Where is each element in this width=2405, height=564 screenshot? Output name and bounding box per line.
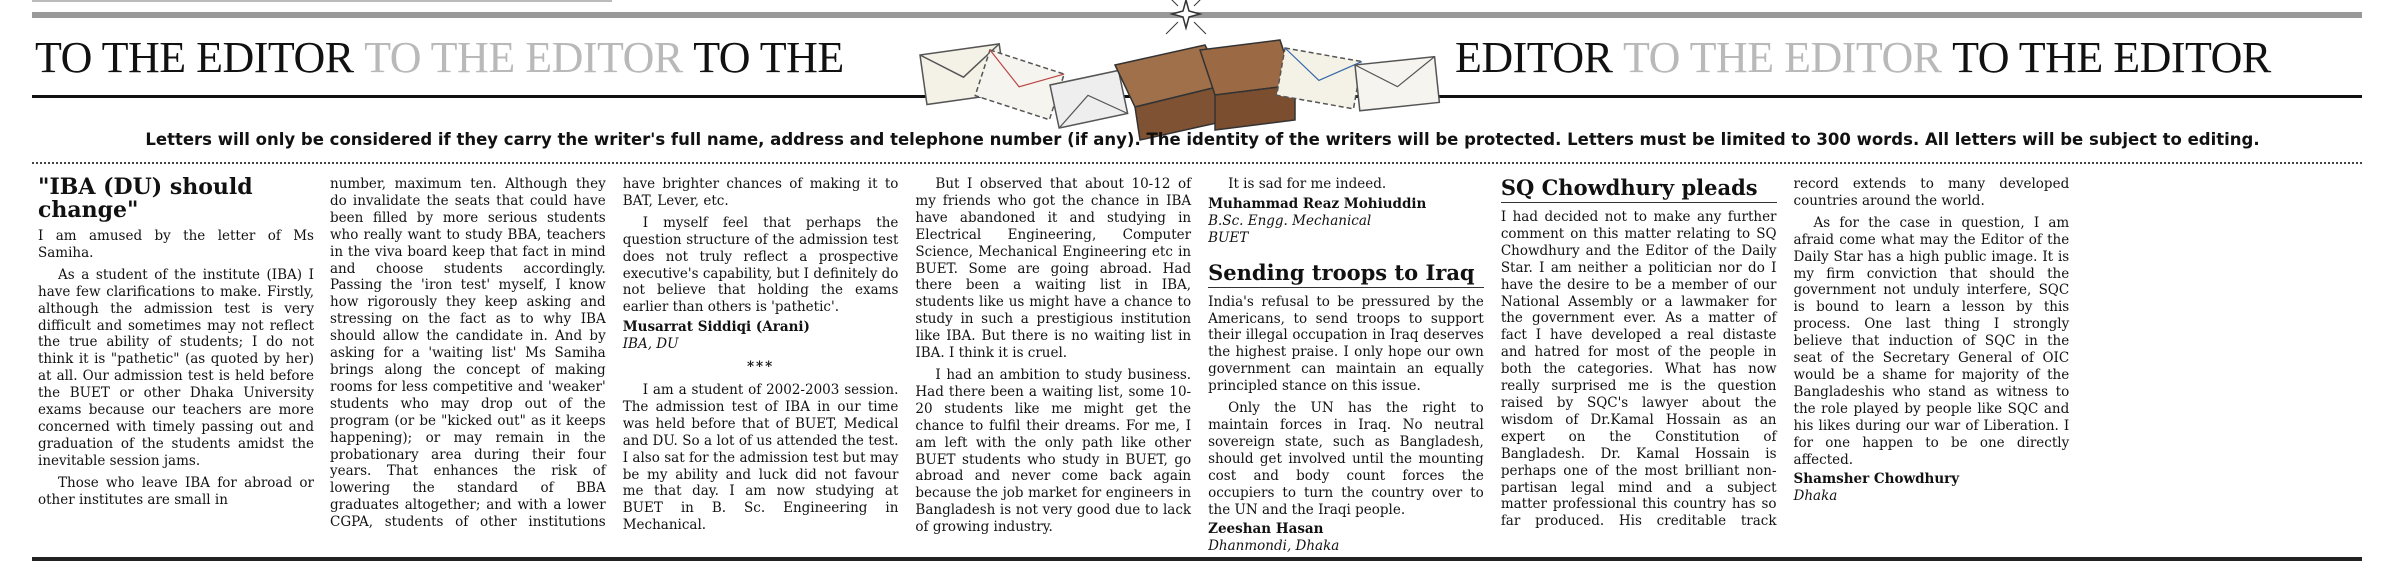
letter-paragraph: It is sad for me indeed. bbox=[1228, 176, 1387, 192]
letter-affiliation: Dhaka bbox=[1793, 488, 1838, 505]
mail-illustration bbox=[900, 0, 1470, 150]
section-separator: *** bbox=[746, 359, 775, 376]
letter-paragraph: As for the case in question, I am afraid come what may the Editor of the Daily Star has a high public image. It is my firm conviction that should the government not unduly interfere, SQC is bound to learn a lesson by this process. One last thing I strongly believe that induction of SQC in the seat of the Secretary General of OIC would be a shame for majority of the Bangladeshis who stand as witness to the role played by people like SQC and his likes during our war of Liberation. I for one happen to be one directly affected. bbox=[1793, 214, 2070, 468]
letter-paragraph: India's refusal to be pressured by the Americans, to send troops to support their illegal occupation in Iraq deserves the highest praise. I only hope our own government can maintain an equally principled stance on this issue. bbox=[1208, 293, 1484, 395]
letter-paragraph: Those who leave IBA for abroad or other institutes are small in bbox=[38, 474, 314, 508]
banner-text-faded: TO THE EDITOR bbox=[364, 32, 683, 82]
submission-notice: Letters will only be considered if they carry the writer's full name, address and telephone number (if any). The identity of the writers will be protected. Letters must be limited to 300 words. All letters will be subject to editing. bbox=[145, 130, 2260, 149]
letter-headline: Sending troops to Iraq bbox=[1208, 261, 1484, 288]
banner-text-faded: TO THE EDITOR bbox=[1623, 32, 1942, 82]
starburst-icon bbox=[1166, 0, 1206, 34]
column-1 bbox=[38, 176, 314, 556]
letter-affiliation: B.Sc. Engg. Mechanical bbox=[1208, 212, 1372, 229]
letter-paragraph: Only the UN has the right to maintain forces in Iraq. No neutral sovereign state, such as Bangladesh, should get involved until the mounting cost and body count forces the occupiers to turn the country over to the UN and the Iraqi people. bbox=[1208, 400, 1484, 518]
envelope-icon bbox=[1355, 57, 1439, 111]
letter-signature: Musarrat Siddiqi (Arani) bbox=[622, 319, 810, 336]
banner-right bbox=[1455, 22, 2271, 92]
letter-headline: "IBA (DU) should change" bbox=[38, 176, 253, 223]
letter-paragraph: I myself feel that perhaps the question structure of the admission test does not truly reflect a prospective executive's capability, but I definitely do not believe that holding the exams earlier than others is 'pathetic'. bbox=[622, 214, 899, 316]
letter-headline: SQ Chowdhury pleads bbox=[1501, 176, 1777, 203]
banner-text: TO THE EDITOR bbox=[35, 32, 354, 82]
bottom-rule bbox=[32, 557, 2362, 561]
letter-paragraph: I am a student of 2002-2003 session. The admission test of IBA in our time was held before that of BUET, Medical and DU. So a lot of us attended the test. I also sat for the admission test but may be my ability and luck did not favour me that day. I am now studying at BUET in B. Sc. Engineering in Mechanical. bbox=[622, 381, 899, 534]
letter-signature: Shamsher Chowdhury bbox=[1793, 471, 1960, 488]
flow-columns bbox=[330, 176, 2362, 556]
letter-paragraph: I had an ambition to study business. Had there been a waiting list, some 10-20 students like me might get the chance to fulfil their dreams. For me, I am left with the only path like other BUET students who study in BUET, go abroad and never come back again because the job market for engineers in Bangladesh is not very good due to lack of growing industry. bbox=[915, 366, 1192, 536]
letter-paragraph-continued: number, maximum ten. Although they do invalidate the seats that could have been filled by more serious students who really want to study BBA, teachers in the viva board keep that fact in mind and choose students accordingly. Passing the 'iron test' myself, I know how rigorously they keep asking and stressing on the fact as to why IBA should allow the candidate in. And by asking for a 'waiting list' Ms Samiha brings along the concept of making rooms for less competitive and 'weaker' students who may drop out of the program (or be "kicked out" as it keeps happening); or may remain in the probationary area during their four years. That enhances the risk of lowering the standard of BBA graduates altogether; and with a lower CGPA, students of other institutions have brighter chances of making it to BAT, Lever, etc. bbox=[330, 176, 899, 531]
letter-signature: Muhammad Reaz Mohiuddin bbox=[1208, 195, 1427, 212]
letter-signature: Zeeshan Hasan bbox=[1208, 521, 1324, 538]
banner-text: TO THE bbox=[693, 32, 844, 82]
letter-paragraph: But I observed that about 10-12 of my friends who got the chance in IBA have abandoned it and studying in Electrical Engineering, Computer Science, Mechanical Engineering etc in BUET. Some are going abroad. Had there been a waiting list in IBA, students like us might have a chance to study in such a prestigious institution like IBA. But there is no waiting list in IBA. I think it is cruel. bbox=[915, 176, 1192, 362]
letter-affiliation: BUET bbox=[1208, 229, 1249, 246]
banner-text: EDITOR bbox=[1455, 32, 1613, 82]
letter-paragraph: As a student of the institute (IBA) I have few clarifications to make. Firstly, although the admission test is very difficult and sometimes may not reflect the true ability of students; I do not think it is "pathetic" (as quoted by her) at all. Our admission test is held before the BUET or other Dhaka University exams because our teachers are more concerned with timely passing out and graduation of the students amidst the inevitable session jams. bbox=[38, 266, 314, 469]
banner-text: TO THE EDITOR bbox=[1952, 32, 2271, 82]
letter-affiliation: IBA, DU bbox=[622, 336, 679, 353]
letter-paragraph: I am amused by the letter of Ms Samiha. bbox=[38, 228, 314, 261]
letter-paragraph: I had decided not to make any further comment on this matter relating to SQ Chowdhury and the Editor of the Daily Star. I am neither a politician nor do I have the desire to be a member of our National Assembly or a lawmaker for the government ever. As a matter of fact I have developed a real distaste and hatred for most of the people in both the categories. What has now really surprised me is the question raised by SQC's lawyer about the wisdom of Dr.Kamal Hossain as an expert on the Constitution of Bangladesh. Dr. Kamal Hossain is perhaps one of the most brilliant non-partisan legal mind and a subject matter professional this country has so far produced. His creditable track record extends to many developed countries around the world. bbox=[1500, 176, 2070, 530]
letter-affiliation: Dhanmondi, Dhaka bbox=[1208, 538, 1340, 555]
